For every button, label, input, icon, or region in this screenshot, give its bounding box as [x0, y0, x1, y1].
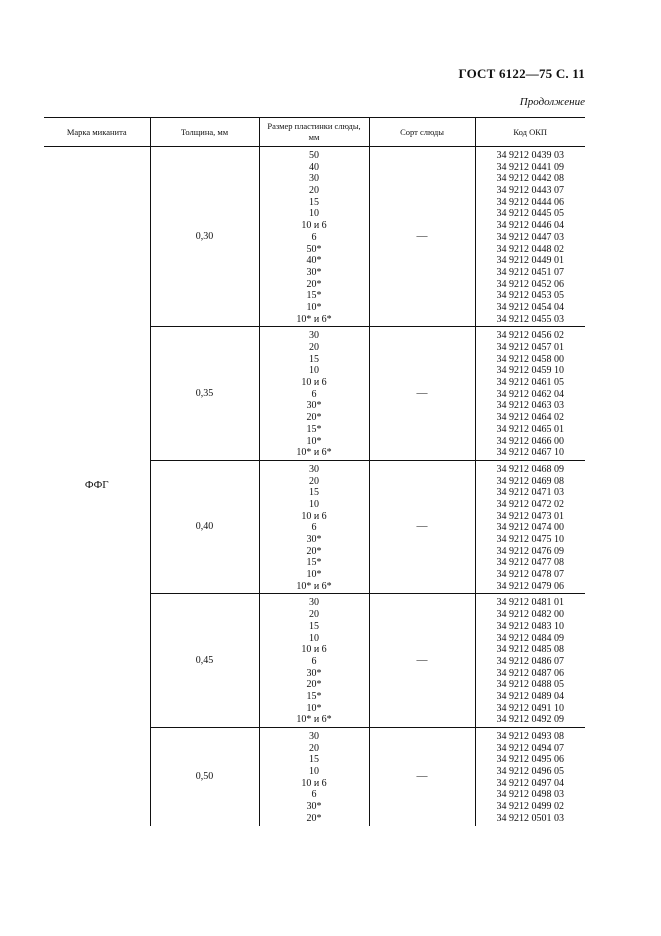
size-value: 6 [311, 231, 317, 243]
size-value: 6 [311, 388, 317, 400]
specification-table [44, 117, 585, 826]
okp-code: 34 9212 0492 09 [496, 714, 564, 726]
okp-code: 34 9212 0484 09 [496, 632, 564, 644]
size-value: 10 и 6 [301, 220, 327, 232]
size-value: 20 [309, 609, 319, 621]
continuation-label: Продолжение [519, 96, 585, 108]
size-value: 10* [306, 569, 322, 581]
col-header-size: Размер пластинки слюды, мм [259, 118, 369, 147]
okp-code: 34 9212 0456 02 [496, 330, 564, 342]
okp-code: 34 9212 0464 02 [496, 412, 564, 424]
okp-code: 34 9212 0475 10 [496, 534, 564, 545]
okp-code: 34 9212 0446 04 [496, 220, 564, 232]
size-value: 20* [306, 278, 322, 290]
okp-code: 34 9212 0453 05 [496, 290, 564, 302]
size-value: 30* [306, 400, 322, 412]
size-value: 15* [306, 557, 322, 569]
okp-code: 34 9212 0493 08 [496, 731, 564, 742]
okp-code: 34 9212 0496 05 [496, 766, 564, 778]
sort-cell: — [369, 728, 475, 826]
size-value: 20* [306, 545, 322, 557]
size-cell [259, 594, 369, 728]
okp-code: 34 9212 0499 02 [496, 801, 564, 813]
okp-code: 34 9212 0443 07 [496, 185, 564, 197]
size-value: 10* [306, 435, 322, 447]
page-header: ГОСТ 6122—75 С. 11 [458, 66, 585, 81]
okp-code: 34 9212 0455 03 [496, 313, 564, 325]
size-value: 30 [309, 597, 319, 609]
okp-code: 34 9212 0501 03 [496, 812, 564, 824]
size-value: 10 и 6 [301, 377, 327, 389]
code-cell [475, 728, 585, 826]
okp-code: 34 9212 0486 07 [496, 655, 564, 667]
size-value: 10* [306, 702, 322, 714]
okp-code: 34 9212 0441 09 [496, 161, 564, 173]
size-value: 20* [306, 812, 322, 824]
size-value: 10 [309, 365, 319, 377]
sort-cell: — [369, 460, 475, 594]
size-value: 30* [306, 534, 322, 545]
okp-code: 34 9212 0447 03 [496, 231, 564, 243]
okp-code: 34 9212 0458 00 [496, 353, 564, 365]
okp-code: 34 9212 0482 00 [496, 609, 564, 621]
size-cell [259, 147, 369, 327]
size-value: 10 [309, 766, 319, 778]
okp-code: 34 9212 0487 06 [496, 667, 564, 679]
okp-code: 34 9212 0471 03 [496, 487, 564, 499]
okp-code: 34 9212 0439 03 [496, 150, 564, 161]
size-value: 10* и 6* [296, 313, 332, 325]
thickness-cell: 0,40 [150, 460, 259, 594]
okp-code: 34 9212 0448 02 [496, 243, 564, 255]
okp-code: 34 9212 0468 09 [496, 463, 564, 475]
size-value: 10 [309, 632, 319, 644]
code-cell [475, 147, 585, 327]
okp-code: 34 9212 0495 06 [496, 754, 564, 766]
okp-code: 34 9212 0489 04 [496, 690, 564, 702]
code-cell [475, 327, 585, 461]
okp-code: 34 9212 0463 03 [496, 400, 564, 412]
size-value: 15 [309, 196, 319, 208]
okp-code: 34 9212 0476 09 [496, 545, 564, 557]
okp-code: 34 9212 0473 01 [496, 510, 564, 522]
okp-code: 34 9212 0442 08 [496, 173, 564, 185]
size-value: 10* и 6* [296, 714, 332, 726]
size-value: 6 [311, 522, 317, 534]
size-value: 10 и 6 [301, 644, 327, 656]
okp-code: 34 9212 0457 01 [496, 342, 564, 353]
thickness-cell: 0,45 [150, 594, 259, 728]
okp-code: 34 9212 0491 10 [496, 702, 564, 714]
size-value: 50 [309, 150, 319, 161]
size-value: 10 [309, 208, 319, 220]
okp-code: 34 9212 0481 01 [496, 597, 564, 609]
mark-cell: ФФГ [84, 479, 109, 492]
size-value: 20* [306, 679, 322, 691]
okp-code: 34 9212 0478 07 [496, 569, 564, 581]
okp-code: 34 9212 0449 01 [496, 255, 564, 267]
thickness-cell: 0,50 [150, 728, 259, 826]
size-value: 15* [306, 690, 322, 702]
okp-code: 34 9212 0485 08 [496, 644, 564, 656]
table-header-row [44, 118, 585, 147]
code-cell [475, 460, 585, 594]
size-value: 10* и 6* [296, 580, 332, 592]
col-header-code: Код ОКП [475, 118, 585, 147]
okp-code: 34 9212 0466 00 [496, 435, 564, 447]
size-value: 30* [306, 266, 322, 278]
sort-cell: — [369, 327, 475, 461]
okp-code: 34 9212 0469 08 [496, 475, 564, 487]
okp-code: 34 9212 0444 06 [496, 196, 564, 208]
okp-code: 34 9212 0461 05 [496, 377, 564, 389]
okp-code: 34 9212 0497 04 [496, 777, 564, 789]
size-value: 10 [309, 498, 319, 510]
code-cell [475, 594, 585, 728]
size-value: 50* [306, 243, 322, 255]
size-value: 20 [309, 342, 319, 353]
col-header-thickness: Толщина, мм [150, 118, 259, 147]
okp-code: 34 9212 0498 03 [496, 789, 564, 801]
okp-code: 34 9212 0465 01 [496, 423, 564, 435]
okp-code: 34 9212 0477 08 [496, 557, 564, 569]
size-value: 40* [306, 255, 322, 267]
okp-code: 34 9212 0462 04 [496, 388, 564, 400]
size-value: 20 [309, 742, 319, 754]
size-value: 10 и 6 [301, 777, 327, 789]
col-header-sort: Сорт слюды [369, 118, 475, 147]
size-value: 30 [309, 330, 319, 342]
size-value: 30 [309, 463, 319, 475]
size-value: 30* [306, 801, 322, 813]
size-value: 6 [311, 655, 317, 667]
table-row [44, 147, 585, 327]
okp-code: 34 9212 0479 06 [496, 580, 564, 592]
size-value: 15* [306, 290, 322, 302]
size-cell [259, 728, 369, 826]
okp-code: 34 9212 0483 10 [496, 620, 564, 632]
size-value: 10* [306, 301, 322, 313]
size-value: 15 [309, 353, 319, 365]
okp-code: 34 9212 0451 07 [496, 266, 564, 278]
size-value: 6 [311, 789, 317, 801]
size-value: 20 [309, 185, 319, 197]
okp-code: 34 9212 0452 06 [496, 278, 564, 290]
okp-code: 34 9212 0445 05 [496, 208, 564, 220]
sort-cell: — [369, 147, 475, 327]
size-value: 30* [306, 667, 322, 679]
size-value: 15* [306, 423, 322, 435]
col-header-mark: Марка миканита [44, 118, 150, 147]
sort-cell: — [369, 594, 475, 728]
okp-code: 34 9212 0454 04 [496, 301, 564, 313]
okp-code: 34 9212 0472 02 [496, 498, 564, 510]
size-cell [259, 460, 369, 594]
okp-code: 34 9212 0488 05 [496, 679, 564, 691]
size-value: 20 [309, 475, 319, 487]
size-value: 15 [309, 754, 319, 766]
size-value: 20* [306, 412, 322, 424]
okp-code: 34 9212 0467 10 [496, 447, 564, 459]
size-value: 15 [309, 620, 319, 632]
thickness-cell: 0,30 [150, 147, 259, 327]
okp-code: 34 9212 0494 07 [496, 742, 564, 754]
okp-code: 34 9212 0474 00 [496, 522, 564, 534]
size-value: 40 [309, 161, 319, 173]
size-value: 10 и 6 [301, 510, 327, 522]
size-value: 30 [309, 731, 319, 742]
size-value: 10* и 6* [296, 447, 332, 459]
size-cell [259, 327, 369, 461]
size-value: 30 [309, 173, 319, 185]
size-value: 15 [309, 487, 319, 499]
okp-code: 34 9212 0459 10 [496, 365, 564, 377]
thickness-cell: 0,35 [150, 327, 259, 461]
table-body [44, 147, 585, 826]
